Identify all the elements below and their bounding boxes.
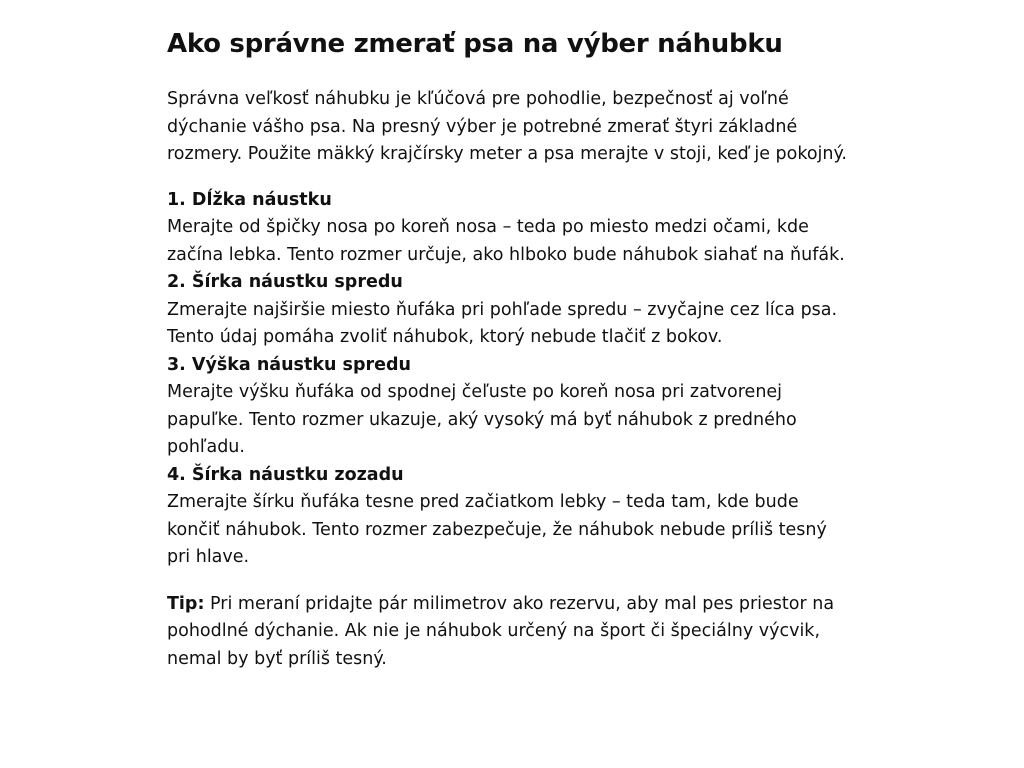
step-text: Zmerajte šírku ňufáka tesne pred začiatkom lebky – teda tam, kde bude končiť náhubok. Tento rozmer zabezpečuje, že náhubok nebude príliš tesný pri hlave. <box>167 492 827 567</box>
step-heading: 4. Šírka náustku zozadu <box>167 464 404 485</box>
step-heading: 3. Výška náustku spredu <box>167 354 411 375</box>
step-heading: 2. Šírka náustku spredu <box>167 272 403 292</box>
step-muzzle-length <box>167 187 847 270</box>
article <box>167 20 847 673</box>
tip-text: Pri meraní pridajte pár milimetrov ako rezervu, aby mal pes priestor na pohodlné dýchanie. Ak nie je náhubok určený na šport či špeciálny výcvik, nemal by byť príliš tesný. <box>167 593 835 669</box>
step-front-height <box>167 352 847 462</box>
step-text: Zmerajte najširšie miesto ňufáka pri pohľade spredu – zvyčajne cez líca psa. Tento údaj pomáha zvoliť náhubok, ktorý nebude tlačiť z bokov. <box>167 299 838 347</box>
step-text: Merajte výšku ňufáka od spodnej čeľuste po koreň nosa pri zatvorenej papuľke. Tento rozmer ukazuje, aký vysoký má byť náhubok z predného pohľadu. <box>167 382 797 457</box>
step-back-width <box>167 462 847 572</box>
measurement-steps <box>167 187 847 572</box>
tip-paragraph <box>167 591 847 674</box>
page-title: Ako správne zmerať psa na výber náhubku <box>167 29 783 59</box>
step-text: Merajte od špičky nosa po koreň nosa – teda po miesto medzi očami, kde začína lebka. Tento rozmer určuje, ako hlboko bude náhubok siahať na ňufák. <box>167 217 845 265</box>
tip-label: Tip: <box>167 593 205 614</box>
step-heading: 1. Dĺžka náustku <box>167 189 332 210</box>
step-front-width <box>167 269 847 352</box>
intro-paragraph: Správna veľkosť náhubku je kľúčová pre pohodlie, bezpečnosť aj voľné dýchanie vášho psa. Na presný výber je potrebné zmerať štyri základné rozmery. Použite mäkký krajčírsky meter a psa merajte v stoji, keď je pokojný. <box>167 89 847 164</box>
